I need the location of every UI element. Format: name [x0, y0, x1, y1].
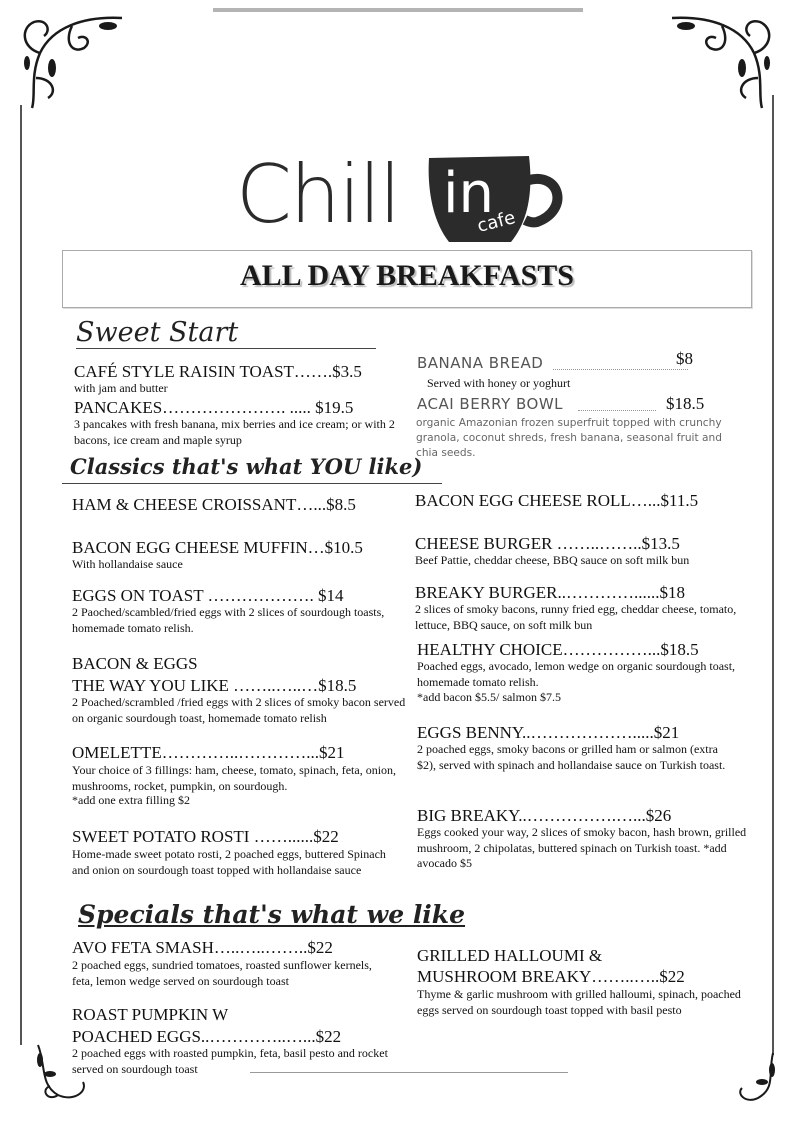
logo-wordmark: Chill	[236, 148, 400, 241]
menu-item-title: CHEESE BURGER ……..……..$13.5	[415, 534, 680, 553]
menu-item-title: HAM & CHEESE CROISSANT…...$8.5	[72, 495, 356, 514]
menu-item-title: THE WAY YOU LIKE ……..…..…$18.5	[72, 676, 357, 695]
leader-dots	[578, 410, 656, 411]
menu-item-title: CAFÉ STYLE RAISIN TOAST…….$3.5	[74, 362, 362, 381]
menu-item-desc: Beef Pattie, cheddar cheese, BBQ sauce on soft milk bun	[415, 553, 690, 567]
menu-item-title: ROAST PUMPKIN W	[72, 1005, 229, 1024]
menu-item-title: BIG BREAKY..…………….…...$26	[417, 806, 672, 825]
menu-item-title: BANANA BREAD	[417, 354, 544, 372]
menu-item-title: SWEET POTATO ROSTI ……......$22	[72, 827, 339, 846]
section-underline	[76, 348, 376, 349]
menu-item-title: BACON EGG CHEESE MUFFIN…$10.5	[72, 538, 363, 557]
menu-item-price: $8	[676, 349, 693, 368]
menu-item-price: $18.5	[666, 394, 705, 413]
leader-dots	[553, 369, 688, 370]
section-heading-classics: Classics that's what YOU like)	[70, 454, 423, 479]
title-box	[62, 250, 752, 308]
menu-item-desc: Eggs cooked your way, 2 slices of smoky bacon, hash brown, grilled mushroom, 2 chipolatas, buttered spinach on Turkish toast. *add avocado $5	[417, 825, 747, 870]
menu-item-title: MUSHROOM BREAKY……..…..$22	[417, 967, 685, 986]
menu-item-title: AVO FETA SMASH…..…..……..$22	[72, 938, 333, 957]
corner-flourish-icon	[728, 1048, 788, 1108]
menu-item-desc: 2 poached eggs, sundried tomatoes, roasted sunflower kernels, feta, lemon wedge served on sourdough toast	[72, 958, 372, 988]
menu-item-title: BACON EGG CHEESE ROLL…...$11.5	[415, 491, 699, 510]
section-heading-specials: Specials that's what we like	[78, 900, 466, 929]
page-title: ALL DAY BREAKFASTS	[240, 259, 574, 292]
menu-item-desc: 3 pancakes with fresh banana, mix berries and ice cream; or with 2 bacons, ice cream and maple syrup	[74, 417, 395, 447]
menu-item-title: BACON & EGGS	[72, 654, 198, 673]
logo-cup-text: in	[443, 161, 495, 226]
menu-item-desc: Poached eggs, avocado, lemon wedge on organic sourdough toast, homemade tomato relish.	[417, 659, 736, 689]
menu-item-title: GRILLED HALLOUMI &	[417, 946, 603, 965]
coffee-cup-logo-icon	[425, 150, 570, 250]
menu-item-title: OMELETTE…………..…………...$21	[72, 743, 345, 762]
right-border-line	[772, 95, 774, 1055]
top-decorative-bar	[213, 8, 583, 12]
menu-item-title: ACAI BERRY BOWL	[417, 395, 564, 413]
menu-item-desc: with jam and butter	[74, 381, 168, 395]
section-underline	[62, 483, 442, 484]
menu-item-title: PANCAKES…………………. ..... $19.5	[74, 398, 354, 417]
menu-item-desc: Thyme & garlic mushroom with grilled halloumi, spinach, poached eggs served on sourdough toast topped with basil pesto	[417, 987, 741, 1017]
menu-item-desc: Your choice of 3 fillings: ham, cheese, tomato, spinach, feta, onion, mushrooms, rocket, pumpkin, on sourdough.	[72, 763, 397, 793]
menu-item-desc: 2 Poached/scrambled /fried eggs with 2 slices of smoky bacon served on organic sourdough toast, homemade tomato relish	[72, 695, 406, 725]
left-border-line	[20, 105, 22, 1045]
menu-item-desc: 2 Paoched/scambled/fried eggs with 2 slices of sourdough toasts, homemade tomato relish.	[72, 605, 385, 635]
menu-item-desc: With hollandaise sauce	[72, 557, 183, 571]
section-heading-sweet-start: Sweet Start	[76, 317, 239, 348]
logo-cup-subtext: cafe	[475, 207, 518, 237]
menu-item-note: *add bacon $5.5/ salmon $7.5	[417, 690, 561, 704]
menu-item-desc: organic Amazonian frozen superfruit topped with crunchy granola, coconut shreds, fresh banana, seasonal fruit and chia seeds.	[416, 417, 722, 459]
corner-flourish-icon	[662, 8, 782, 118]
menu-item-desc: 2 poached eggs with roasted pumpkin, feta, basil pesto and rocket served on sourdough toast	[72, 1046, 388, 1076]
menu-item-title: HEALTHY CHOICE……………...$18.5	[417, 640, 699, 659]
menu-item-title: POACHED EGGS..…………..…...$22	[72, 1027, 342, 1046]
menu-item-title: EGGS BENNY..……………….....$21	[417, 723, 680, 742]
menu-item-desc: Served with honey or yoghurt	[427, 376, 571, 390]
menu-item-note: *add one extra filling $2	[72, 793, 190, 807]
menu-item-title: EGGS ON TOAST ………………. $14	[72, 586, 344, 605]
menu-item-desc: Home-made sweet potato rosti, 2 poached eggs, buttered Spinach and onion on sourdough toast topped with hollandaise sauce	[72, 847, 386, 877]
menu-item-title: BREAKY BURGER..…………......$18	[415, 583, 685, 602]
menu-item-desc: 2 slices of smoky bacons, runny fried egg, cheddar cheese, tomato, lettuce, BBQ sauce, on soft milk bun	[415, 602, 737, 632]
menu-item-desc: 2 poached eggs, smoky bacons or grilled ham or salmon (extra $2), served with spinach and hollandaise sauce on Turkish toast.	[417, 742, 726, 772]
corner-flourish-icon	[12, 8, 132, 118]
